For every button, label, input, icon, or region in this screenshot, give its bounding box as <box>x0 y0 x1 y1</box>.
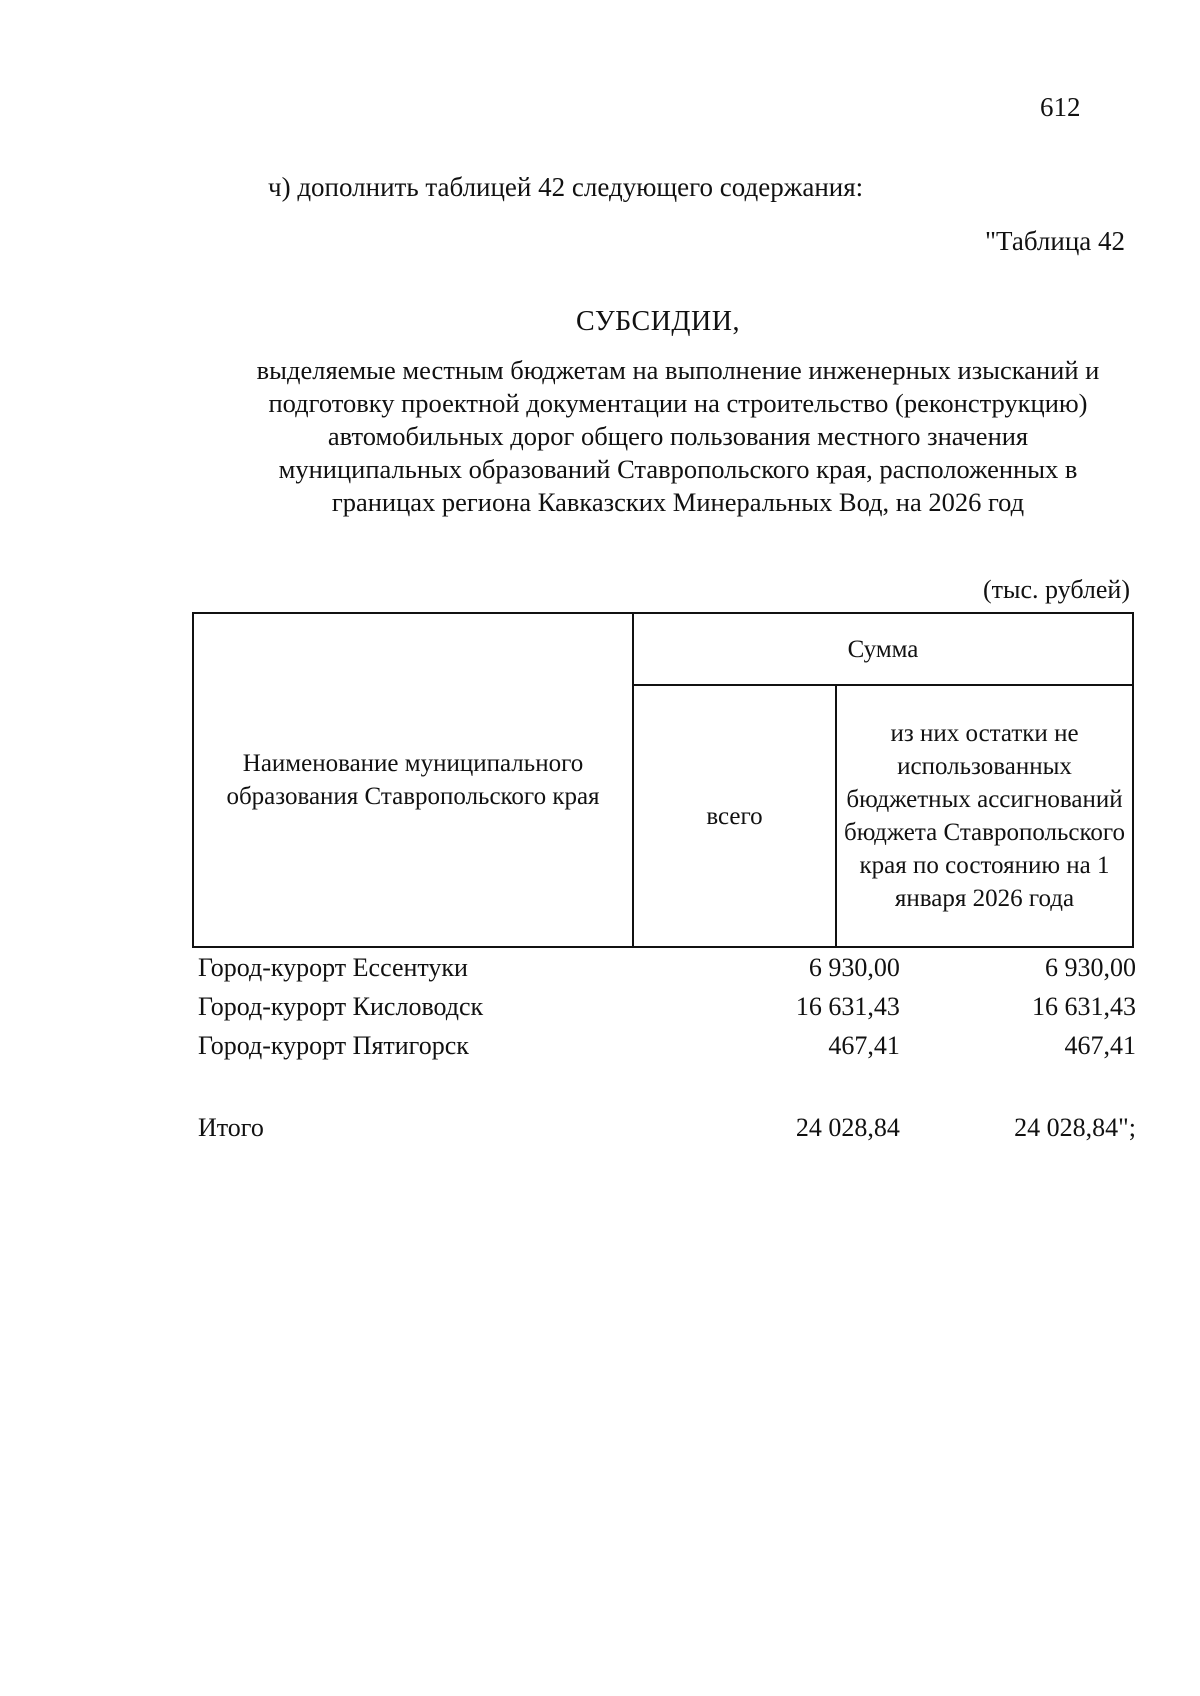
document-heading: СУБСИДИИ, <box>576 306 740 337</box>
row-rest: 16 631,43 <box>1032 991 1136 1021</box>
header-amount: Сумма <box>633 613 1133 685</box>
intro-text: ч) дополнить таблицей 42 следующего содержания: <box>268 172 864 202</box>
row-name: Город-курорт Ессентуки <box>198 952 468 982</box>
row-name: Город-курорт Кисловодск <box>198 991 484 1021</box>
units-label: (тыс. рублей) <box>982 575 1130 604</box>
row-total: 16 631,43 <box>795 991 900 1021</box>
total-name: Итого <box>198 1112 264 1142</box>
table-row <box>198 1026 1136 1065</box>
subtitle-line: границах региона Кавказских Минеральных Вод, на 2026 год <box>331 487 1025 517</box>
subtitle-line: муниципальных образований Ставропольского края, расположенных в <box>278 454 1078 484</box>
table-body <box>198 948 1136 1147</box>
row-rest: 467,41 <box>1064 1030 1136 1060</box>
total-rest: 24 028,84"; <box>1014 1112 1136 1142</box>
total-row <box>198 1108 1136 1147</box>
subtitle-line: выделяемые местным бюджетам на выполнение инженерных изысканий и <box>256 355 1100 385</box>
row-name: Город-курорт Пятигорск <box>198 1030 469 1060</box>
subtitle-line: подготовку проектной документации на строительство (реконструкцию) <box>268 388 1088 418</box>
table-reference: "Таблица 42 <box>985 226 1125 256</box>
table-header <box>192 612 1134 948</box>
header-total: всего <box>633 685 836 947</box>
document-subtitle <box>200 354 1156 519</box>
total-amount: 24 028,84 <box>795 1112 900 1142</box>
row-total: 467,41 <box>828 1030 900 1060</box>
row-rest: 6 930,00 <box>1045 952 1136 982</box>
table-row <box>198 987 1136 1026</box>
page-number: 612 <box>1040 92 1081 122</box>
row-total: 6 930,00 <box>808 952 900 982</box>
header-rest: из них остатки не использованных бюджетных ассигнований бюджета Ставропольского края по состоянию на 1 января 2026 года <box>836 685 1133 947</box>
header-name: Наименование муниципального образования Ставропольского края <box>193 613 633 947</box>
table-row <box>198 948 1136 987</box>
subtitle-line: автомобильных дорог общего пользования местного значения <box>327 421 1029 451</box>
